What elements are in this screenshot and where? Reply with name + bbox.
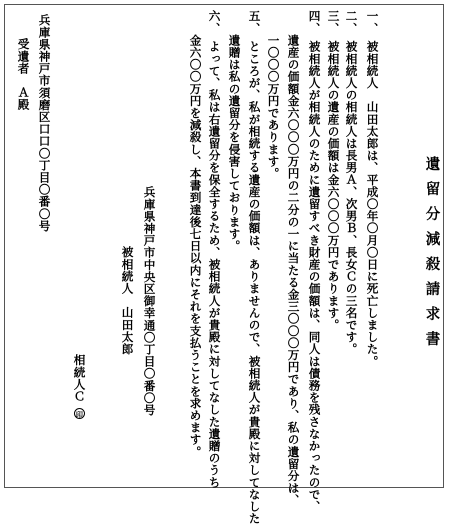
body-line-2: 二、 被相続人の相続人は長男Ａ、次男Ｂ、長女Ｃの三名です。 [344,10,359,356]
heir-name-label: 相続人Ｃ [72,354,87,403]
document-title: 遺留分減殺請求書 [423,156,441,356]
body-line-4: 四、 被相続人が相続人のために遺留すべき財産の価額は、同人は債務を残さなかったので、 [307,10,322,513]
seal-stamp: 印 [75,410,84,420]
recipient-address: 兵庫県神戸市須磨区口口〇丁目〇番〇号 [37,14,52,232]
body-line-10: 金六〇〇万円を減殺し、本書到達後七日以内にそれを支払うことを求めます。 [188,10,203,458]
body-line-1: 一、 被相続人 山田太郎は、平成〇年〇月〇日に死亡しました。 [365,10,380,368]
body-line-9: 六、 よって、私は右遺留分を保全するため、被相続人が貴殿に対してなした遺贈のうち [207,10,222,489]
body-line-6: 一〇〇〇万円であります。 [266,10,281,180]
body-line-7: 五、 ところが、私が相続する遺産の価額は、ありませんので、被相続人が貴殿に対してなした [247,10,262,525]
heir-name [73,354,85,419]
body-line-3: 三、 被相続人の遺産の価額は金六〇〇〇万円であります。 [326,10,341,331]
decedent-name: 被相続人 山田太郎 [120,246,135,355]
sender-address: 兵庫県神戸市中央区御幸通〇丁目〇番〇号 [142,186,157,416]
body-line-8: 遺贈は私の遺留分を侵害しております。 [227,10,242,252]
body-line-5: 遺産の価額金六〇〇〇万円の二分の一に当たる金三〇〇〇万円であり、私の遺留分は、 [286,10,301,507]
recipient-name: 受遺者 Ａ殿 [16,38,31,111]
